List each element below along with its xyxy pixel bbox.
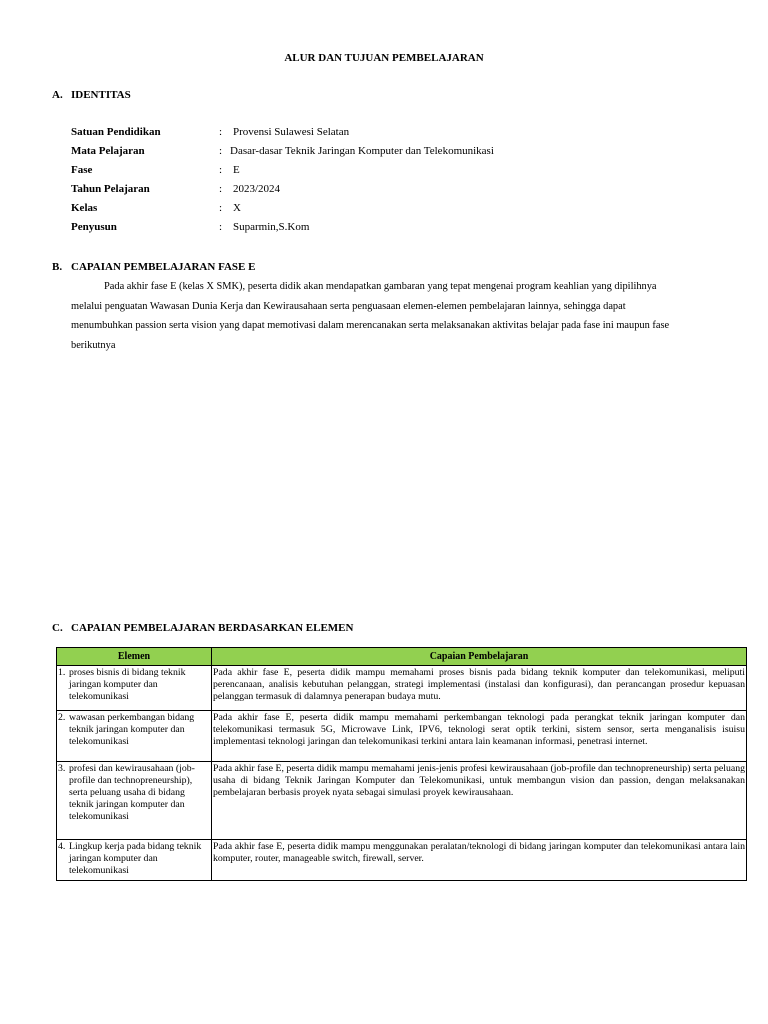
elemen-text: profesi dan kewirausahaan (job-profile dan technopreneurship), serta peluang usaha di bidang teknik jaringan komputer dan telekomunikasi: [69, 763, 195, 822]
table-header-row: [57, 648, 747, 666]
identity-colon: :: [219, 126, 223, 138]
section-a-heading: [52, 89, 131, 101]
elemen-cell: [57, 840, 212, 881]
identity-label: Penyusun: [71, 221, 117, 233]
identity-label: Tahun Pelajaran: [71, 183, 150, 195]
section-b-letter: B.: [52, 261, 63, 273]
elemen-text: Lingkup kerja pada bidang teknik jaringan komputer dan telekomunikasi: [69, 841, 202, 876]
identity-colon: :: [219, 202, 223, 214]
table-row: [57, 666, 747, 711]
row-number: 1.: [58, 667, 66, 678]
identity-value: 2023/2024: [233, 183, 281, 195]
identity-colon: :: [219, 221, 223, 233]
identity-value: Suparmin,S.Kom: [233, 221, 310, 233]
identity-label: Fase: [71, 164, 93, 176]
section-a-title: IDENTITAS: [71, 89, 131, 101]
identity-label: Kelas: [71, 202, 98, 214]
identity-colon: :: [219, 183, 223, 195]
identity-value: Provensi Sulawesi Selatan: [233, 126, 350, 138]
section-c-title: CAPAIAN PEMBELAJARAN BERDASARKAN ELEMEN: [71, 622, 354, 634]
elemen-text: wawasan perkembangan bidang teknik jaringan komputer dan telekomunikasi: [69, 712, 195, 747]
capaian-cell: Pada akhir fase E, peserta didik mampu memahami perkembangan teknologi pada perangkat teknik jaringan komputer dan telekomunikasi termasuk 5G, Microwave Link, IPV6, teknologi serat optik terkini, sistem sensor, serta menganalisis isuisu implementasi teknologi jaringan dan telekomunikasi terkini antara lain keamanan informasi, penetrasi internet.: [212, 711, 747, 762]
elemen-text: proses bisnis di bidang teknik jaringan komputer dan telekomunikasi: [69, 667, 186, 702]
capaian-cell: Pada akhir fase E, peserta didik mampu memahami jenis-jenis profesi kewirausahaan (job-profile dan technopreneurship) serta peluang usaha di bidang Teknik Jaringan Komputer dan Telekomunikasi, untuk membangun vision dan passion, dengan melaksanakan pembelajaran berbasis proyek nyata sebagai simulasi proyek kewirausahaan.: [212, 762, 747, 840]
section-b-paragraph: Pada akhir fase E (kelas X SMK), peserta didik akan mendapatkan gambaran yang tepat mengenai program keahlian yang dipilihnya melalui penguatan Wawasan Dunia Kerja dan Kewirausahaan serta penguasaan elemen-elemen pembelajaran lainnya, sehingga dapat menumbuhkan passion serta vision yang dapat memotivasi dalam merencanakan serta melaksanakan aktivitas belajar pada fase ini maupun fase berikutnya: [71, 281, 670, 351]
row-number: 3.: [58, 763, 66, 774]
section-b-paragraph-block: [71, 277, 681, 355]
capaian-cell: Pada akhir fase E, peserta didik mampu menggunakan peralatan/teknologi di bidang jaringan komputer dan telekomunikasi antara lain komputer, router, manageable switch, firewall, server.: [212, 840, 747, 881]
capaian-table: [56, 647, 747, 881]
elemen-cell: [57, 666, 212, 711]
section-a-letter: A.: [52, 89, 63, 101]
row-number: 2.: [58, 712, 66, 723]
identity-label: Mata Pelajaran: [71, 145, 145, 157]
section-b-title: CAPAIAN PEMBELAJARAN FASE E: [71, 261, 256, 273]
elemen-cell: [57, 762, 212, 840]
identity-colon: :: [219, 145, 223, 157]
header-elemen: Elemen: [57, 648, 212, 666]
table-row: [57, 711, 747, 762]
row-number: 4.: [58, 841, 66, 852]
table-row: [57, 840, 747, 881]
identity-value: X: [233, 202, 241, 214]
section-c-heading: [52, 622, 353, 634]
document-title: ALUR DAN TUJUAN PEMBELAJARAN: [284, 52, 484, 64]
table-row: [57, 762, 747, 840]
elemen-cell: [57, 711, 212, 762]
section-c-letter: C.: [52, 622, 63, 634]
identity-value: E: [233, 164, 240, 176]
identity-value: Dasar-dasar Teknik Jaringan Komputer dan Telekomunikasi: [230, 145, 494, 157]
identity-label: Satuan Pendidikan: [71, 126, 161, 138]
capaian-cell: Pada akhir fase E, peserta didik mampu memahami proses bisnis pada bidang teknik komputer dan telekomunikasi, meliputi perencanaan, analisis kebutuhan pelanggan, strategi implementasi (instalasi dan konfigurasi), dan perancangan prosedur kepuasan pelanggan termasuk di dalamnya penerapan budaya mutu.: [212, 666, 747, 711]
section-b-heading: [52, 261, 255, 273]
identity-colon: :: [219, 164, 223, 176]
header-capaian: Capaian Pembelajaran: [212, 648, 747, 666]
